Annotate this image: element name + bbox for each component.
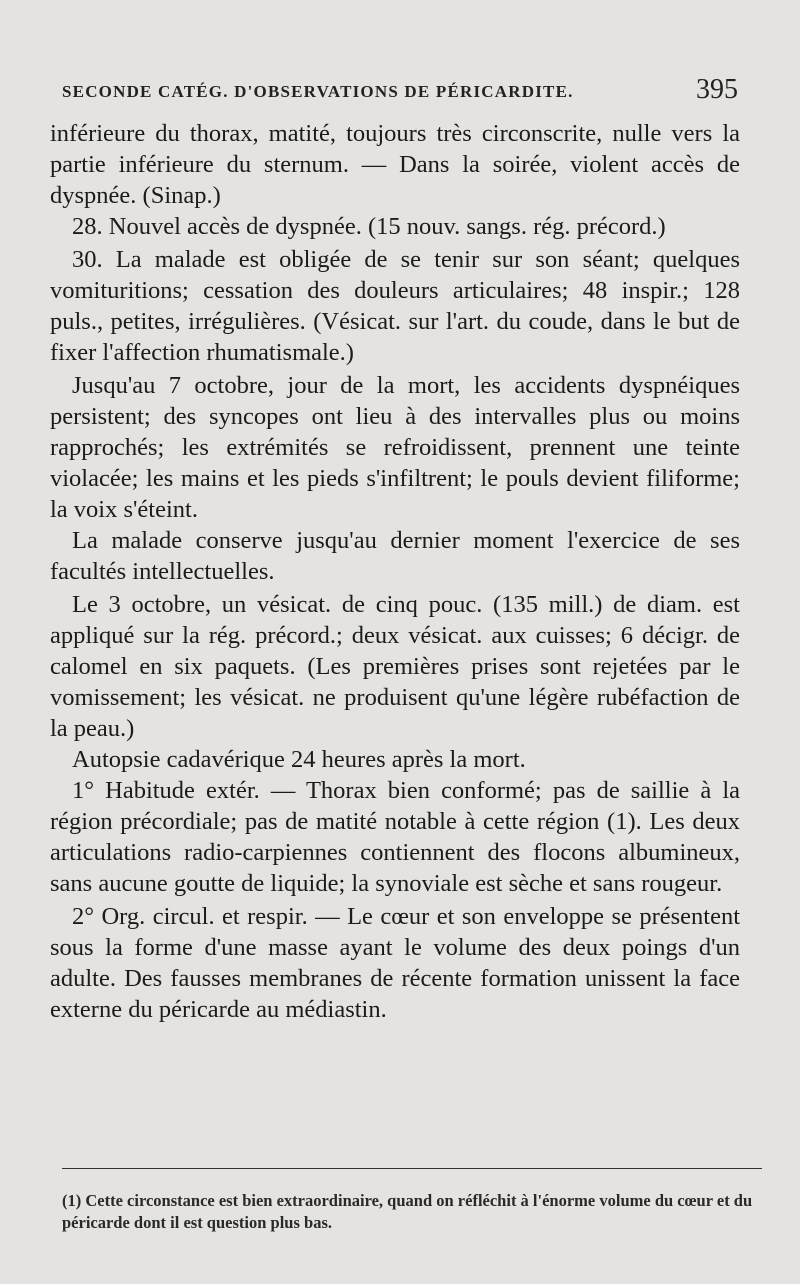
page-header	[62, 72, 738, 112]
paragraph-4: Jusqu'au 7 octobre, jour de la mort, les accidents dyspnéiques persistent; des syncopes ont lieu à des intervalles plus ou moins rapprochés; les extrémités se refroidissent, prennent une teinte violacée; les mains et les pieds s'infiltrent; le pouls devient filiforme; la voix s'éteint.	[50, 372, 740, 523]
paragraph-8: 1° Habitude extér. — Thorax bien conformé; pas de saillie à la région précordiale; pas de matité notable à cette région (1). Les deux articulations radio-carpiennes contiennent des flocons albumineux, sans aucune goutte de liquide; la synoviale est sèche et sans rougeur.	[50, 777, 740, 897]
footnote: (1) Cette circonstance est bien extraordinaire, quand on réfléchit à l'énorme volume du cœur et du péricarde dont il est question plus bas.	[62, 1191, 753, 1232]
paragraph-2: 28. Nouvel accès de dyspnée. (15 nouv. sangs. rég. précord.)	[72, 213, 666, 240]
running-head: SECONDE CATÉG. D'OBSERVATIONS DE PÉRICARDITE.	[62, 82, 574, 101]
body-text	[50, 118, 740, 1025]
page-number: 395	[696, 74, 738, 105]
paragraph-7: Autopsie cadavérique 24 heures après la mort.	[72, 746, 526, 773]
paragraph-5: La malade conserve jusqu'au dernier moment l'exercice de ses facultés intellectuelles.	[50, 527, 740, 585]
paragraph-3: 30. La malade est obligée de se tenir sur son séant; quelques vomituritions; cessation des douleurs articulaires; 48 inspir.; 128 puls., petites, irrégulières. (Vésicat. sur l'art. du coude, dans le but de fixer l'affection rhumatismale.)	[50, 246, 740, 366]
footnote-divider	[62, 1168, 762, 1169]
paragraph-1: inférieure du thorax, matité, toujours très circonscrite, nulle vers la partie inférieure du sternum. — Dans la soirée, violent accès de dyspnée. (Sinap.)	[50, 120, 740, 209]
paragraph-6: Le 3 octobre, un vésicat. de cinq pouc. (135 mill.) de diam. est appliqué sur la rég. précord.; deux vésicat. aux cuisses; 6 décigr. de calomel en six paquets. (Les premières prises sont rejetées par le vomissement; les vésicat. ne produisent qu'une légère rubéfaction de la peau.)	[50, 591, 740, 742]
paragraph-9: 2° Org. circul. et respir. — Le cœur et son enveloppe se présentent sous la forme d'une masse ayant le volume des deux poings d'un adulte. Des fausses membranes de récente formation unissent la face externe du péricarde au médiastin.	[50, 903, 740, 1023]
